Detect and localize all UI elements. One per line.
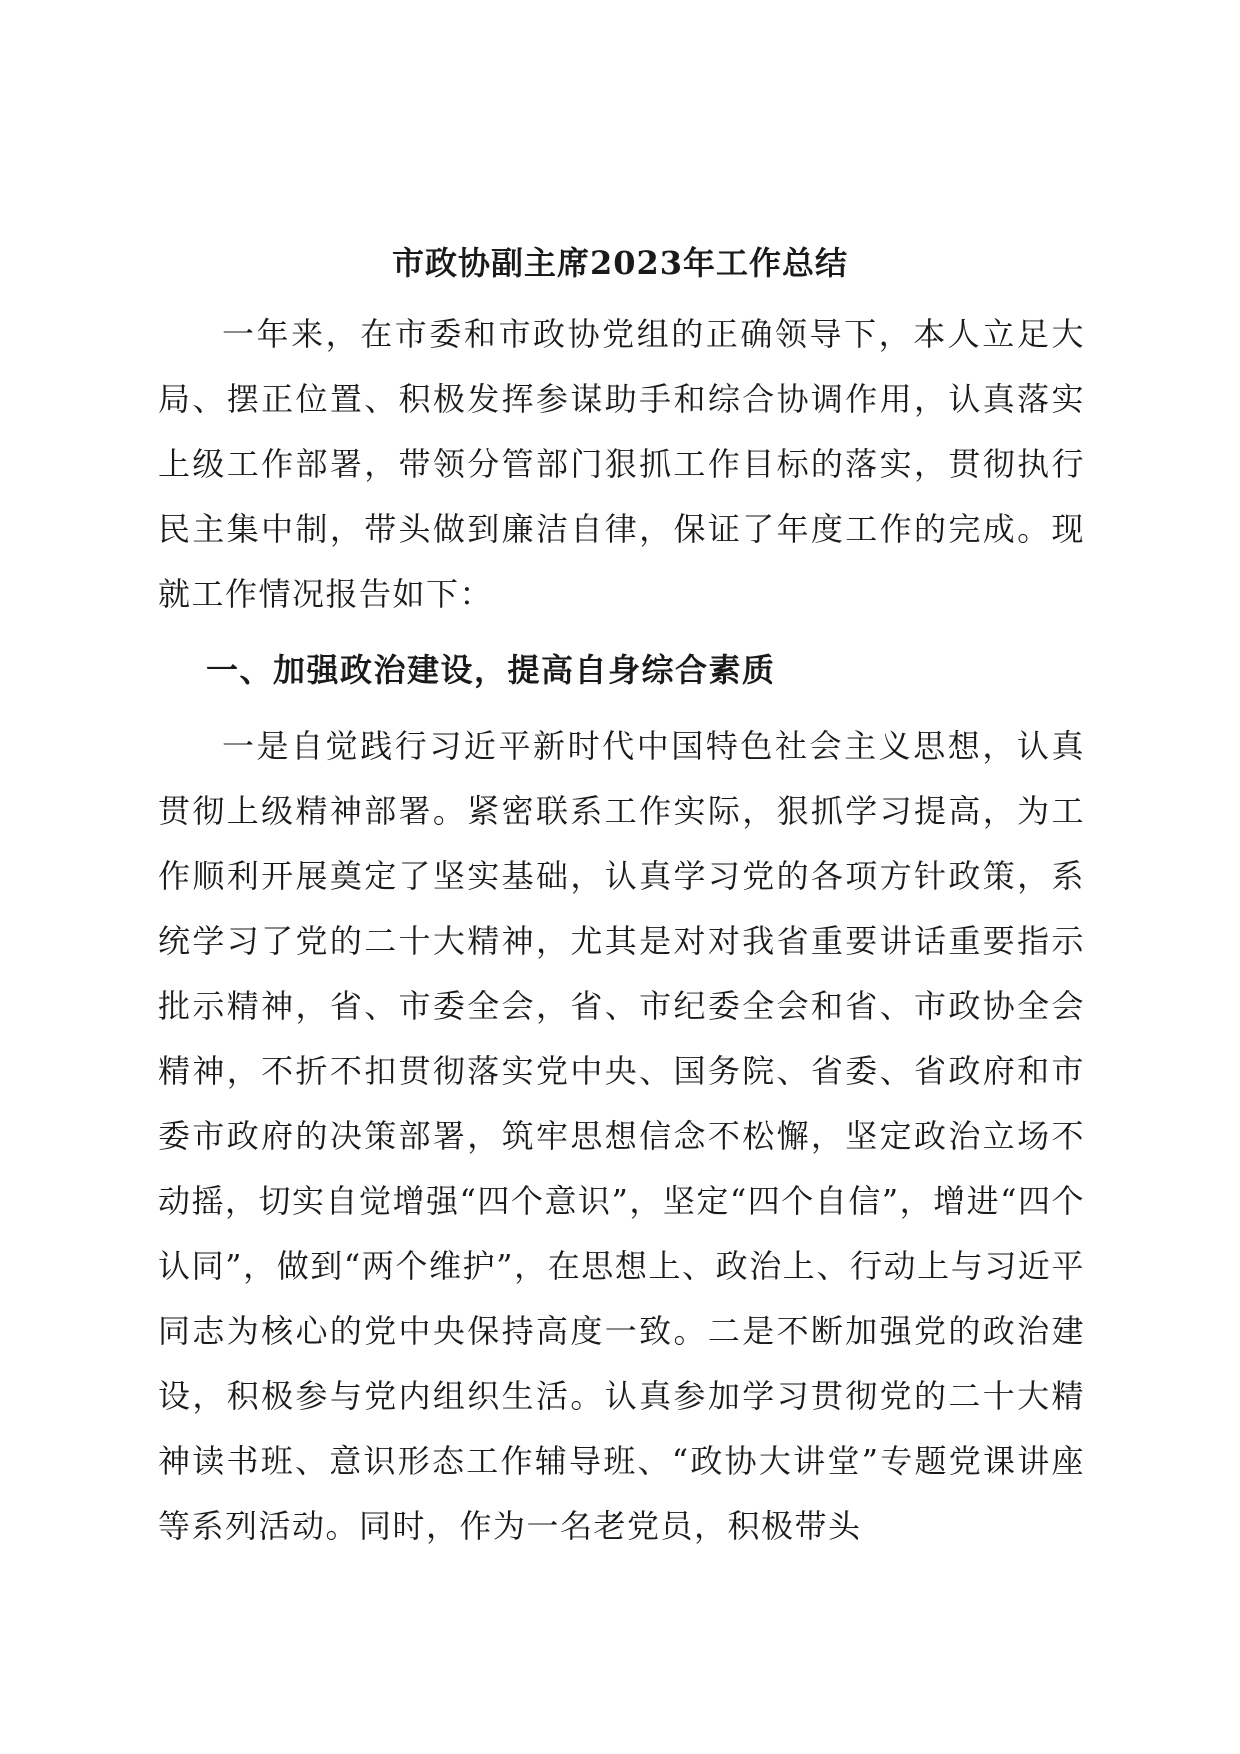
- section-heading: 一、加强政治建设，提高自身综合素质: [206, 651, 776, 689]
- section-paragraph: 一是自觉践行习近平新时代中国特色社会主义思想，认真贯彻上级精神部署。紧密联系工作实际，狠抓学习提高，为工作顺利开展奠定了坚实基础，认真学习党的各项方针政策，系统学习了党的二十大精神，尤其是对对我省重要讲话重要指示批示精神，省、市委全会，省、市纪委全会和省、市政协全会精神，不折不扣贯彻落实党中央、国务院、省委、省政府和市委市政府的决策部署，筑牢思想信念不松懈，坚定政治立场不动摇，切实自觉增强“四个意识”，坚定“四个自信”，增进“四个认同”，做到“两个维护”，在思想上、政治上、行动上与习近平同志为核心的党中央保持高度一致。二是不断加强党的政治建设，积极参与党内组织生活。认真参加学习贯彻党的二十大精神读书班、意识形态工作辅导班、“政协大讲堂”专题党课讲座等系列活动。同时，作为一名老党员，积极带头: [158, 727, 1085, 1545]
- page-title: 市政协副主席2023年工作总结: [391, 244, 849, 283]
- intro-paragraph: 一年来，在市委和市政协党组的正确领导下，本人立足大局、摆正位置、积极发挥参谋助手和综合协调作用，认真落实上级工作部署，带领分管部门狠抓工作目标的落实，贯彻执行民主集中制，带头做到廉洁自律，保证了年度工作的完成。现就工作情况报告如下：: [158, 315, 1085, 613]
